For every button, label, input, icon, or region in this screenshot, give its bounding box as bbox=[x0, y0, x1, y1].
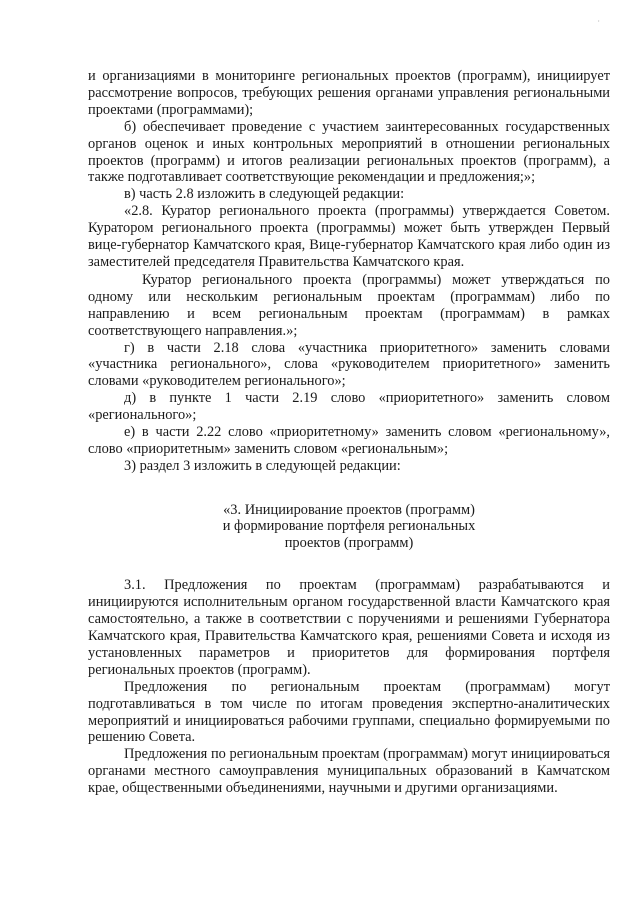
paragraph-3: в) часть 2.8 изложить в следующей редакции: bbox=[124, 186, 405, 203]
paragraph-4: «2.8. Куратор регионального проекта (программы) утверждается Советом. Куратором регионального проекта (программы) может быть утвержден Первый вице-губернатор Камчатского края, Вице-губернатор Камчатского края либо один из заместителей председателя Правительства Камчатского края. bbox=[88, 203, 610, 270]
paragraph-2: б) обеспечивает проведение с участием заинтересованных государственных органов оценок и иных контрольных мероприятий в отношении региональных проектов (программ) и итогов реализации региональных проектов (программ), а также подготавливает соответствующие рекомендации и предложения;»; bbox=[88, 118, 610, 186]
paragraph-9: 3) раздел 3 изложить в следующей редакции: bbox=[124, 457, 401, 474]
corner-mark: · bbox=[597, 17, 600, 26]
section-heading-line-3: проектов (программ) bbox=[284, 534, 414, 551]
paragraph-11: Предложения по региональным проектам (программам) могут подготавливаться в том числе по итогам проведения экспертно-аналитических мероприятий и инициироваться рабочими группами, специально формируемыми по решению Совета. bbox=[88, 678, 610, 746]
paragraph-10: 3.1. Предложения по проектам (программам) разрабатываются и инициируются исполнительным органом государственной власти Камчатского края самостоятельно, а также в соответствии с поручениями и решениями Губернатора Камчатского края, Правительства Камчатского края, решениями Совета и исходя из установленных параметров и приоритетов для формирования портфеля региональных проектов (программ). bbox=[88, 577, 610, 678]
paragraph-12: Предложения по региональным проектам (программам) могут инициироваться органами местного самоуправления муниципальных образований в Камчатском крае, общественными объединениями, научными и другими организациями. bbox=[88, 746, 610, 797]
section-heading bbox=[88, 502, 610, 552]
paragraph-8: е) в части 2.22 слово «приоритетному» заменить словом «региональному», слово «приоритетным» заменить словом «региональным»; bbox=[88, 424, 610, 457]
section-heading-line-2: и формирование портфеля региональных bbox=[222, 518, 476, 535]
section-heading-line-1: «3. Инициирование проектов (программ) bbox=[223, 501, 475, 518]
paragraph-7: д) в пункте 1 части 2.19 слово «приоритетного» заменить словом «регионального»; bbox=[88, 390, 610, 424]
paragraph-5: Куратор регионального проекта (программы) может утверждаться по одному или нескольким региональным проектам (программам) либо по направлению и всем региональным проектам (программам) в рамках соответствующего направления.»; bbox=[88, 271, 610, 339]
bottom-text-block bbox=[88, 577, 610, 797]
paragraph-6: г) в части 2.18 слова «участника приоритетного» заменить словами «участника регионального», слова «руководителем приоритетного» заменить словами «руководителем регионального»; bbox=[88, 339, 610, 390]
top-text-block bbox=[88, 68, 610, 475]
paragraph-1: и организациями в мониторинге региональных проектов (программ), инициирует рассмотрение вопросов, требующих решения органами управления региональными проектами (программами); bbox=[88, 68, 610, 118]
